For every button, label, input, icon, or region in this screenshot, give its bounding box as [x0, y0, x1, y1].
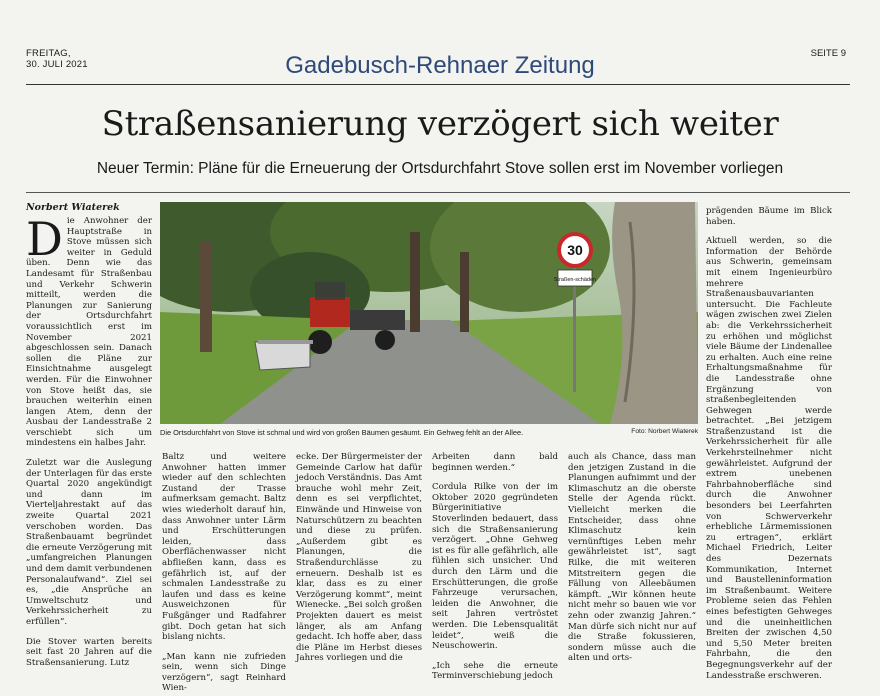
masthead-divider: [26, 84, 850, 85]
paragraph-text: ie Anwohner der Hauptstraße in Stove müssen sich weiter in Geduld üben. Denn wie das Landesamt für Straßenbau und Verkehr Schwerin mitteilt, werden die Planungen zur Sanierung der Ortsdurchfahrt voraussichtlich erst im November 2021 abgeschlossen sein. Danach sollen die Pläne zur Einsichtnahme ausgelegt werden. Für die Einwohner von Stove heißt das, sie brauchen weiterhin einen langen Atem, denn der Ausbau der Landesstraße 2 verschiebt sich um mindestens ein halbes Jahr.: [26, 216, 152, 449]
photo-credit: Foto: Norbert Wiaterek: [631, 428, 698, 435]
speed-limit-sign: 30: [567, 242, 583, 258]
paragraph: [26, 212, 152, 449]
article-subheadline: Neuer Termin: Pläne für die Erneuerung der Ortsdurchfahrt Stove sollen erst im November vorliegen: [96, 160, 784, 177]
text-column-3: [296, 452, 422, 664]
paragraph: auch als Chance, dass man den jetzigen Zustand in die Planungen aufnimmt und der Klimaschutz an die oberste Stelle der Agenda rückt. Vielleicht merken die Entscheider, dass ohne Klimaschutz kein vernünftiges Leben mehr gewährleistet ist“, sagt Rilke, die mit weiteren Mitstreitern gegen die Fällung von Alleebäumen kämpft. „Wir können heute nicht mehr so bauen wie vor zehn oder zwanzig Jahren.“ Man dürfe sich nicht nur auf die Straße fokussieren, sondern müsse auch die alten und orts-: [568, 452, 696, 664]
text-column-4: [432, 452, 558, 682]
page-number: SEITE 9: [810, 48, 846, 59]
article-photo: [160, 202, 698, 424]
issue-weekday: FREITAG,: [26, 48, 71, 59]
caption-text: Die Ortsdurchfahrt von Stove ist schmal und wird von großen Bäumen gesäumt. Ein Gehweg fehlt an der Allee.: [160, 428, 524, 437]
photo-caption: [160, 428, 698, 437]
photo-illustration: [160, 202, 698, 424]
text-column-2: [162, 452, 286, 694]
headline-divider: [26, 192, 850, 193]
paragraph: „Ich sehe die erneute Terminverschiebung jedoch: [432, 660, 558, 682]
paragraph: Baltz und weitere Anwohner hatten immer wieder auf den schlechten Zustand der Trasse aufmerksam gemacht. Baltz wies wiederholt darauf hin, dass Anwohner unter Lärm und Erschütterungen leiden, dass Oberflächenwasser nicht abfließen kann, dass es gefährlich ist, auf der schmalen Landesstraße zu laufen und dass es keine Ausweichzonen für Fußgänger und Radfahrer gibt. Doch getan hat sich bislang nichts.: [162, 452, 286, 643]
paragraph: ecke. Der Bürgermeister der Gemeinde Carlow hat dafür jedoch Verständnis. Das Amt brauche wohl mehr Zeit, denn es sei verpflichtet, Einwände und Hinweise von Naturschützern zu beachten und diese zu prüfen. „Außerdem gibt es Planungen, die Straßendurchlässe zu erneuern. Deshalb ist es klar, dass es zu einer Verzögerung kommt“, meint Wienecke. „Bei solch großen Projekten dauert es meist länger, als am Anfang gedacht. Ich hoffe aber, dass die Pläne im Herbst dieses Jahres vorliegen und die: [296, 452, 422, 664]
paragraph: Arbeiten dann bald beginnen werden.“: [432, 452, 558, 473]
text-column-1: [26, 212, 152, 668]
text-column-5: [568, 452, 696, 664]
paragraph: „Man kann nie zufrieden sein, wenn sich Dinge verzögern“, sagt Reinhard Wien-: [162, 651, 286, 694]
paragraph: Cordula Rilke von der im Oktober 2020 gegründeten Bürgerinitiative Stoverlinden bedauert, dass sich die Straßensanierung verzögert. „Ohne Gehweg ist es für alle gefährlich, alle fühlen sich unsicher. Und durch den Lärm und die Erschütterungen, die große Fahrzeuge verursachen, leiden die Anwohner, die seit Jahren vertröstet werden. Die Lebensqualität leidet“, weiß die Neuschowerin.: [432, 482, 558, 652]
road-damage-sign: Straßen-schäden: [553, 277, 597, 283]
drop-cap: D: [26, 212, 63, 266]
text-column-6: [706, 206, 832, 681]
paragraph: prägenden Bäume im Blick haben.: [706, 206, 832, 227]
paragraph: Zuletzt war die Auslegung der Unterlagen für das erste Quartal 2020 angekündigt und dann im Vierteljahrestakt auf das zweite Quartal 2021 verschoben worden. Das Straßenbauamt begründet die erneute Verzögerung mit „umfangreichen Planungen und dem damit verbundenen Personalaufwand“. Ziel sei es, „die Ansprüche an Umweltschutz und Verkehrssicherheit zu erfüllen“.: [26, 458, 152, 627]
article-author: Norbert Wiaterek: [26, 202, 120, 213]
issue-day: 30. JULI 2021: [26, 59, 88, 70]
article-headline: Straßensanierung verzögert sich weiter: [101, 104, 779, 144]
paragraph: Aktuell werden, so die Information der Behörde aus Schwerin, gemeinsam mit einem Ingenieurbüro mehrere Straßenausbauvarianten untersucht. Die Fachleute wägen zwischen zwei Zielen ab: die Verkehrssicherheit zu erhöhen und möglichst viele Bäume der Lindenallee zu erhalten. Auch eine reine Erhaltungsmaßnahme für die Landesstraße ohne Ergänzung von straßenbegleitenden Gehwegen werde betrachtet. „Bei jetzigem Straßenzustand ist die Verkehrssicherheit für alle Verkehrsteilnehmer nicht gewährleistet. Aufgrund der extrem unebenen Fahrbahnoberfläche sind durch die Anwohner besonders bei Leerfahrten von Schwerverkehr erhebliche Lärmemissionen zu ertragen“, erklärt Michael Friedrich, Leiter des Dezernats Kommunikation, Internet und Baustelleninformation im Straßenbaumt. Weitere Probleme seien das Fehlen eines befestigten Gehweges und die uneinheitlichen Breiten der zwischen 4,50 und 5,50 Meter breiten Fahrbahn, die den Begegnungsverkehr auf der Landesstraße erschweren.: [706, 236, 832, 681]
newspaper-name: Gadebusch-Rehnaer Zeitung: [285, 52, 595, 79]
paragraph: Die Stover warten bereits seit fast 20 Jahren auf die Straßensanierung. Lutz: [26, 636, 152, 668]
